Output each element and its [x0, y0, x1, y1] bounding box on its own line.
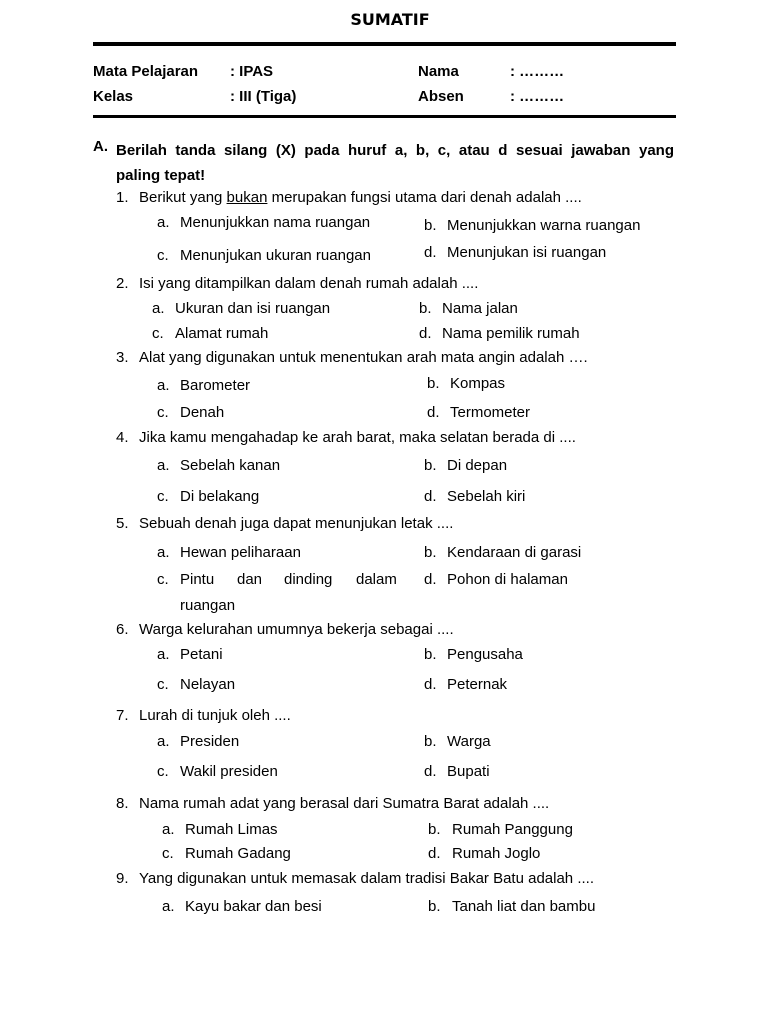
option-letter: a.	[152, 300, 165, 317]
option-letter: b.	[428, 898, 441, 915]
option-text: Hewan peliharaan	[180, 544, 301, 561]
option-text: Menunjukkan nama ruangan	[180, 214, 371, 231]
option-text: Rumah Limas	[185, 821, 278, 838]
option-letter: a.	[157, 214, 170, 231]
option-text: Rumah Panggung	[452, 821, 573, 838]
subject-label: Mata Pelajaran	[93, 63, 199, 80]
option-letter: c.	[157, 571, 169, 588]
question-number: 5.	[116, 515, 129, 532]
option-letter: b.	[427, 375, 440, 392]
option-letter: b.	[424, 457, 437, 474]
question-number: 4.	[116, 429, 129, 446]
option-text-word: dan	[237, 571, 263, 588]
question-text-part: Berikut yang	[139, 189, 227, 206]
option-text: Sebelah kiri	[447, 488, 526, 505]
instruction-line-2: paling tepat!	[116, 167, 206, 184]
option-text: Bupati	[447, 763, 490, 780]
section-instruction	[116, 138, 674, 188]
question-number: 7.	[116, 707, 129, 724]
option-text: Denah	[180, 404, 225, 421]
option-text: Peternak	[447, 676, 508, 693]
option-text: Nama jalan	[442, 300, 518, 317]
option-text: Menunjukan ukuran ruangan	[180, 247, 371, 264]
option-letter: d.	[419, 325, 432, 342]
question-number: 2.	[116, 275, 129, 292]
option-text-word: dinding	[284, 571, 333, 588]
option-letter: a.	[157, 544, 170, 561]
subject-value: : IPAS	[230, 63, 274, 80]
option-text: Pohon di halaman	[447, 571, 568, 588]
option-text: Rumah Gadang	[185, 845, 291, 862]
option-letter: b.	[424, 733, 437, 750]
option-letter: b.	[424, 544, 437, 561]
option-text: Nelayan	[180, 676, 236, 693]
instruction-line-1: Berilah tanda silang (X) pada huruf a, b, c, atau d sesuai jawaban yang	[116, 142, 674, 159]
option-letter: c.	[157, 488, 169, 505]
name-label: Nama	[418, 63, 459, 80]
option-text: Alamat rumah	[175, 325, 269, 342]
class-label: Kelas	[93, 88, 134, 105]
option-text: Kompas	[450, 375, 506, 392]
option-letter: a.	[157, 733, 170, 750]
option-letter: d.	[427, 404, 440, 421]
header-top-rule	[93, 42, 676, 46]
option-letter: d.	[424, 571, 437, 588]
option-letter: c.	[157, 763, 169, 780]
page-title: SUMATIF	[350, 10, 430, 29]
option-letter: a.	[157, 457, 170, 474]
name-field[interactable]: : ………	[510, 63, 565, 80]
option-text: Warga	[447, 733, 491, 750]
question-number: 3.	[116, 349, 129, 366]
option-text: Nama pemilik rumah	[442, 325, 580, 342]
question-text-part: merupakan fungsi utama dari denah adalah ....	[267, 189, 582, 206]
absen-field[interactable]: : ………	[510, 88, 565, 105]
option-text-word: Pintu	[180, 571, 215, 588]
option-text: Tanah liat dan bambu	[452, 898, 596, 915]
option-letter: a.	[157, 646, 170, 663]
question-text: Alat yang digunakan untuk menentukan arah mata angin adalah ….	[139, 349, 588, 366]
option-letter: a.	[162, 898, 175, 915]
option-letter: d.	[424, 244, 437, 261]
option-text: Presiden	[180, 733, 240, 750]
option-text-word: dalam	[356, 571, 397, 588]
option-text: Termometer	[450, 404, 531, 421]
option-letter: c.	[157, 676, 169, 693]
option-text: Menunjukan isi ruangan	[447, 244, 607, 261]
question-text: Jika kamu mengahadap ke arah barat, maka selatan berada di ....	[139, 429, 576, 446]
section-marker: A.	[93, 138, 108, 155]
option-text: Kayu bakar dan besi	[185, 898, 322, 915]
option-text: Pengusaha	[447, 646, 523, 663]
header-bottom-rule	[93, 115, 676, 118]
option-text: Menunjukkan warna ruangan	[447, 217, 641, 234]
option-letter: b.	[428, 821, 441, 838]
question-text: Yang digunakan untuk memasak dalam tradisi Bakar Batu adalah ....	[139, 870, 594, 887]
option-text: Ukuran dan isi ruangan	[175, 300, 331, 317]
question-text: Isi yang ditampilkan dalam denah rumah adalah ....	[139, 275, 479, 292]
option-letter: c.	[157, 247, 169, 264]
question-text	[139, 189, 582, 206]
option-text: Barometer	[180, 377, 251, 394]
option-text: Di belakang	[180, 488, 260, 505]
option-text: Kendaraan di garasi	[447, 544, 582, 561]
option-text: Rumah Joglo	[452, 845, 541, 862]
option-letter: d.	[424, 763, 437, 780]
class-value: : III (Tiga)	[230, 88, 297, 105]
option-letter: c.	[152, 325, 164, 342]
option-letter: b.	[419, 300, 432, 317]
question-text: Warga kelurahan umumnya bekerja sebagai ....	[139, 621, 454, 638]
option-text-line-2: ruangan	[180, 597, 236, 614]
option-letter: a.	[162, 821, 175, 838]
option-letter: c.	[162, 845, 174, 862]
question-number: 1.	[116, 189, 129, 206]
option-letter: c.	[157, 404, 169, 421]
option-text: Sebelah kanan	[180, 457, 281, 474]
option-letter: d.	[428, 845, 441, 862]
option-text: Di depan	[447, 457, 508, 474]
absen-label: Absen	[418, 88, 464, 105]
question-number: 6.	[116, 621, 129, 638]
option-text: Petani	[180, 646, 223, 663]
question-text-underlined: bukan	[226, 189, 268, 206]
option-letter: b.	[424, 646, 437, 663]
option-letter: d.	[424, 488, 437, 505]
question-number: 8.	[116, 795, 129, 812]
option-letter: d.	[424, 676, 437, 693]
option-text: Wakil presiden	[180, 763, 278, 780]
question-text: Sebuah denah juga dapat menunjukan letak ....	[139, 515, 454, 532]
option-letter: a.	[157, 377, 170, 394]
option-letter: b.	[424, 217, 437, 234]
question-text: Nama rumah adat yang berasal dari Sumatra Barat adalah ....	[139, 795, 550, 812]
question-number: 9.	[116, 870, 129, 887]
question-text: Lurah di tunjuk oleh ....	[139, 707, 291, 724]
